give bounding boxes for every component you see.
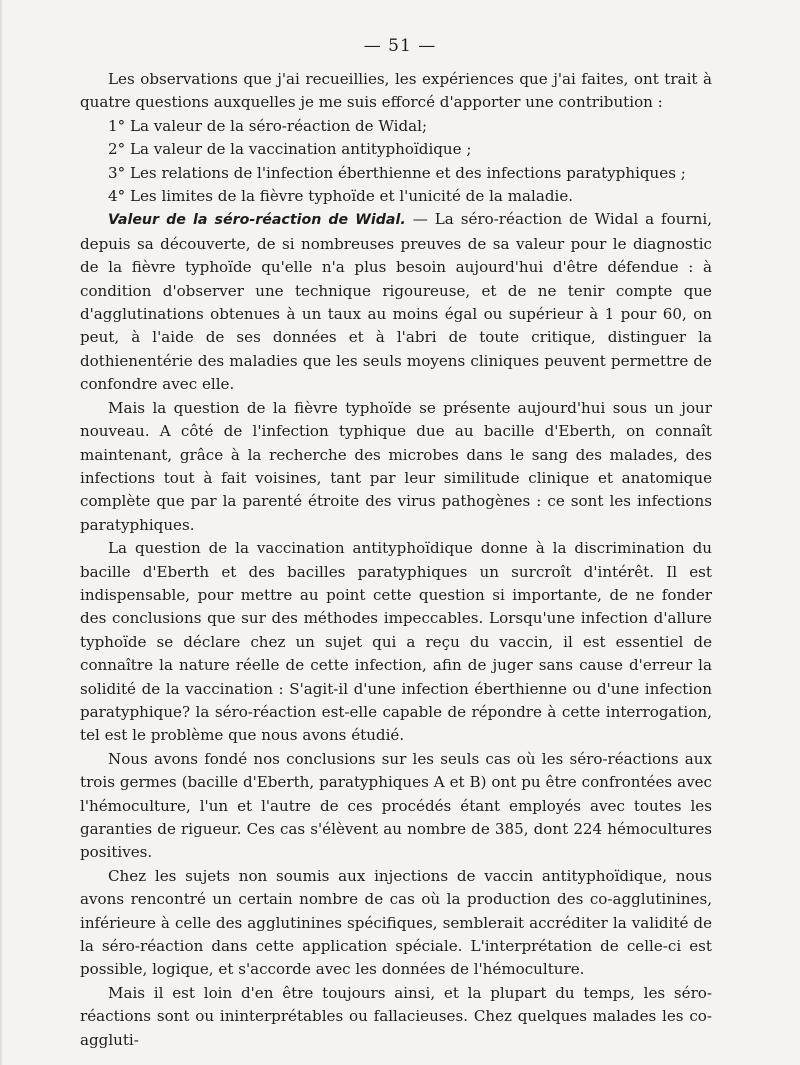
question-item-2: 2° La valeur de la vaccination antityphoïdique ; <box>108 140 472 159</box>
page-number: — 51 — <box>363 36 437 56</box>
paragraph-3: Nous avons fondé nos conclusions sur les seuls cas où les séro-réactions aux trois germes (bacille d'Eberth, paratyphiques A et B) ont pu être confrontées avec l'hémoculture, l'un et l'autre de ces procédés étant employés avec toutes les garanties de rigueur. Ces cas s'élèvent au nombre de 385, dont 224 hémocultures positives. <box>80 749 712 862</box>
question-item-1: 1° La valeur de la séro-réaction de Widal; <box>108 116 428 135</box>
question-item-4: 4° Les limites de la fièvre typhoïde et l'unicité de la maladie. <box>108 187 574 206</box>
paragraph-5: Mais il est loin d'en être toujours ainsi, et la plupart du temps, les séro-réactions sont ou ininterprétables ou fallacieuses. Chez quelques malades les co-aggluti- <box>80 983 712 1049</box>
section-first-text: — La séro-réaction de Widal a fourni, depuis sa découverte, de si nombreuses preuves de sa valeur pour le diagnostic de la fièvre typhoïde qu'elle n'a plus besoin aujourd'hui d'être défendue : à condition d'observer une technique rigoureuse, et de ne tenir compte que d'agglutinations obtenues à un taux au moins égal ou supérieur à 1 pour 60, on peut, à l'aide de ses données et à l'abri de toute critique, distinguer la dothienentérie des maladies que les seuls moyens cliniques peuvent permettre de confondre avec elle. <box>80 210 713 394</box>
page-edge-shadow <box>0 0 3 1065</box>
paragraph-1: Mais la question de la fièvre typhoïde se présente aujourd'hui sous un jour nouveau. A côté de l'infection typhique due au bacille d'Eberth, on connaît maintenant, grâce à la recherche des microbes dans le sang des malades, des infections tout à fait voisines, tant par leur similitude clinique et anatomique complète que par la parenté étroite des virus pathogènes : ce sont les infections paratyphiques. <box>80 398 712 534</box>
body-text <box>80 68 712 1052</box>
section-paragraph <box>80 208 712 396</box>
paragraph-4: Chez les sujets non soumis aux injections de vaccin antityphoïdique, nous avons rencontré un certain nombre de cas où la production des co-agglutinines, inférieure à celle des agglutinines spécifiques, semblerait accréditer la validité de la séro-réaction dans cette application spéciale. L'interprétation de celle-ci est possible, logique, et s'accorde avec les données de l'hémoculture. <box>80 866 712 979</box>
section-title: Valeur de la séro-réaction de Widal. <box>108 212 406 229</box>
question-item-3: 3° Les relations de l'infection éberthienne et des infections paratyphiques ; <box>108 163 686 182</box>
intro-paragraph: Les observations que j'ai recueillies, les expériences que j'ai faites, ont trait à quatre questions auxquelles je me suis efforcé d'apporter une contribution : <box>80 70 712 112</box>
paragraph-2: La question de la vaccination antityphoïdique donne à la discrimination du bacille d'Eberth et des bacilles paratyphiques un surcroît d'intérêt. Il est indispensable, pour mettre au point cette question si importante, de ne fonder des conclusions que sur des méthodes impeccables. Lorsqu'une infection d'allure typhoïde se déclare chez un sujet qui a reçu du vaccin, il est essentiel de connaître la nature réelle de cette infection, afin de juger sans cause d'erreur la solidité de la vaccination : S'agit-il d'une infection éberthienne ou d'une infection paratyphique? la séro-réaction est-elle capable de répondre à cette interrogation, tel est le problème que nous avons étudié. <box>80 539 712 745</box>
